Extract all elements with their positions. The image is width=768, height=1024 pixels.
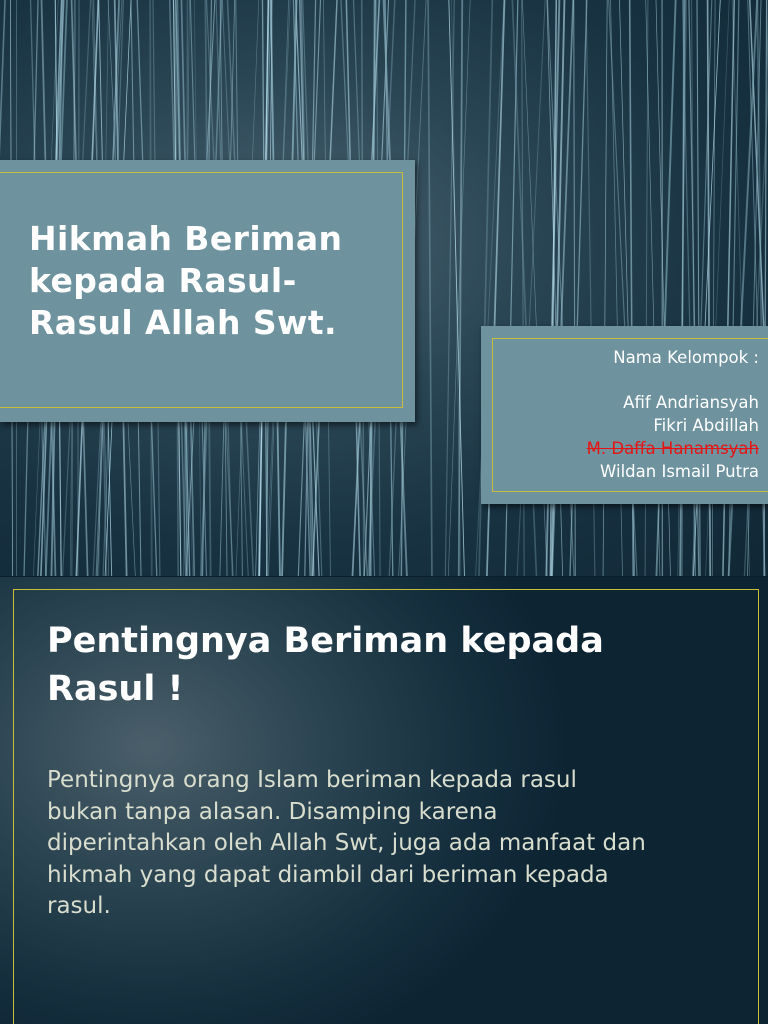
title-line-3: Rasul Allah Swt. <box>29 303 337 342</box>
rain-line <box>428 0 432 576</box>
member-name: Afif Andriansyah <box>623 393 759 412</box>
slide-content <box>0 577 768 1024</box>
slide-title-text <box>29 218 399 344</box>
body-paragraph <box>47 765 747 923</box>
group-heading: Nama Kelompok : <box>613 348 759 367</box>
group-members-list <box>489 346 759 483</box>
heading-line-1: Pentingnya Beriman kepada <box>47 621 604 661</box>
body-line: rasul. <box>47 893 111 919</box>
member-name: Wildan Ismail Putra <box>600 462 759 481</box>
body-line: Pentingnya orang Islam beriman kepada rasul <box>47 767 577 793</box>
member-name: Fikri Abdillah <box>653 416 759 435</box>
rain-line <box>445 0 454 576</box>
title-line-2: kepada Rasul- <box>29 261 297 300</box>
heading-line-2: Rasul ! <box>47 669 184 709</box>
body-line: bukan tanpa alasan. Disamping karena <box>47 798 498 825</box>
member-name-struck: M. Daffa Hanamsyah <box>586 439 759 458</box>
section-heading <box>47 617 737 713</box>
body-line: diperintahkan oleh Allah Swt, juga ada manfaat dan <box>47 830 646 856</box>
title-line-1: Hikmah Beriman <box>29 219 343 258</box>
body-line: hikmah yang dapat diambil dari beriman kepada <box>47 861 609 888</box>
